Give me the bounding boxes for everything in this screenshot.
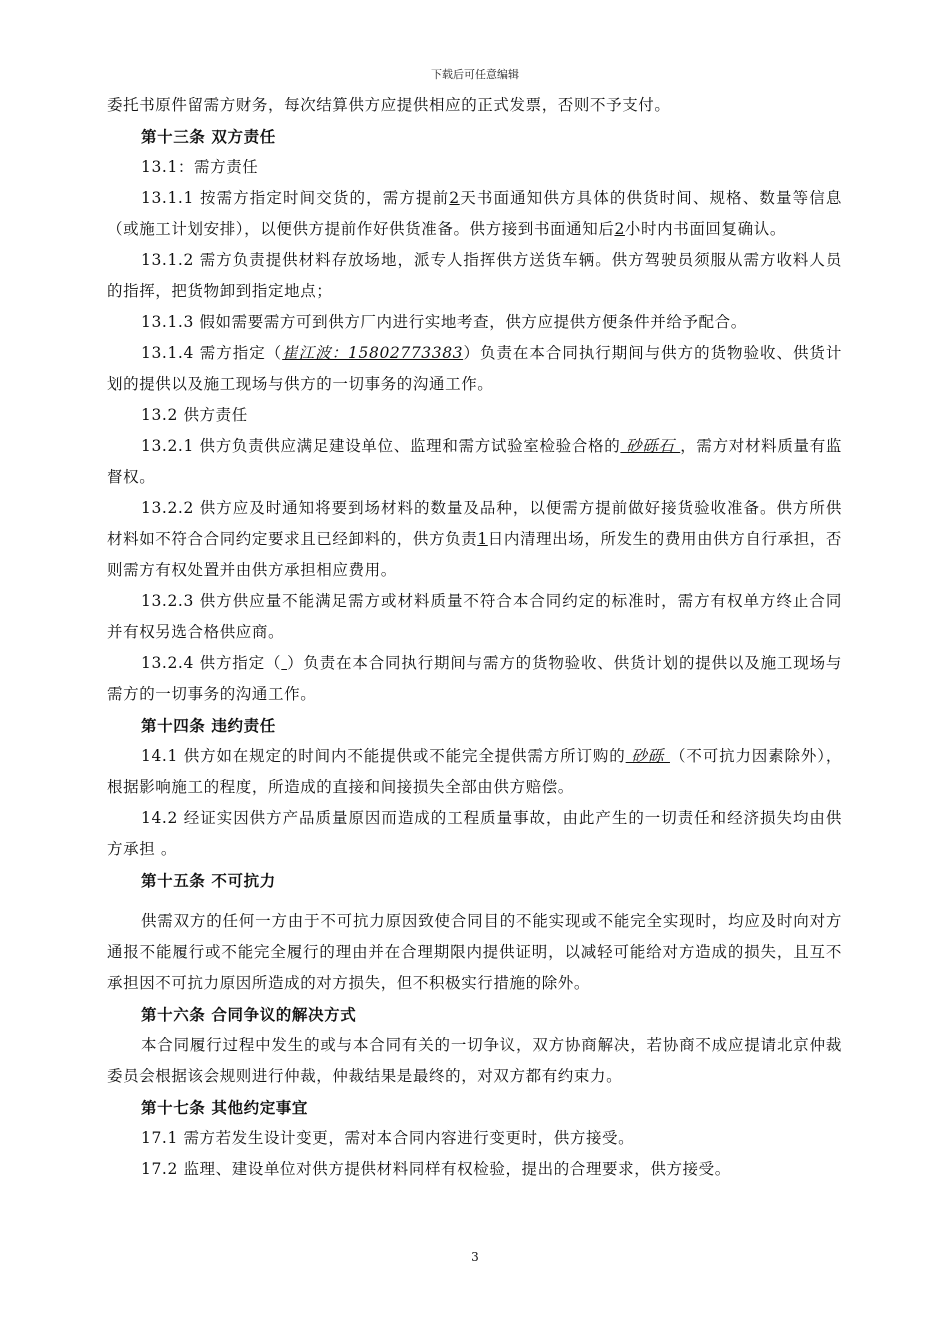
paragraph <box>107 493 842 586</box>
document-body <box>107 90 842 1185</box>
text-run: 第十五条 不可抗力 <box>141 871 276 890</box>
filled-blank: 1 <box>477 530 488 548</box>
filled-blank: 2 <box>614 220 625 238</box>
text-run: 13.2.3 供方供应量不能满足需方或材料质量不符合本合同约定的标准时，需方有权单方终止合同并有权另选合格供应商。 <box>107 592 842 641</box>
text-run: 13.2.2 供方应及时通知将要到场材料的数量及品种，以便需方提前做好接货验收准备。供方所供材料如不符合合同约定要求且已经卸料的，供方负责 <box>107 499 842 548</box>
text-run: 供需双方的任何一方由于不可抗力原因致使合同目的不能实现或不能完全实现时，均应及时向对方通报不能履行或不能完全履行的理由并在合理期限内提供证明，以减轻可能给对方造成的损失，且互不承担因不可抗力原因所造成的对方损失，但不积极实行措施的除外。 <box>107 912 842 992</box>
page-number: 3 <box>471 1250 479 1264</box>
paragraph <box>107 152 842 183</box>
section-heading <box>107 121 842 152</box>
text-run: ）负责在本合同执行期间与供方的货物验收、供货计划的提供以及施工现场与供方的一切事务的沟通工作。 <box>107 344 842 393</box>
paragraph <box>107 906 842 999</box>
text-run: 13.1.4 需方指定（ <box>141 344 283 362</box>
paragraph <box>107 338 842 400</box>
text-run: 13.1.3 假如需要需方可到供方厂内进行实地考查，供方应提供方便条件并给予配合。 <box>141 313 747 331</box>
paragraph <box>107 90 842 121</box>
text-run: 13.1.2 需方负责提供材料存放场地，派专人指挥供方送货车辆。供方驾驶员须服从需方收料人员的指挥，把货物卸到指定地点； <box>107 251 842 300</box>
paragraph <box>107 1030 842 1092</box>
text-run: 13.2 供方责任 <box>141 406 248 424</box>
text-run: 14.1 供方如在规定的时间内不能提供或不能完全提供需方所订购的 <box>141 747 626 765</box>
text-run: 13.2.1 供方负责供应满足建设单位、监理和需方试验室检验合格的 <box>141 437 621 455</box>
text-run: 第十四条 违约责任 <box>141 716 276 735</box>
paragraph <box>107 741 842 803</box>
paragraph <box>107 431 842 493</box>
text-run: 13.2.4 供方指定（ <box>141 654 282 672</box>
paragraph <box>107 586 842 648</box>
text-run: 第十三条 双方责任 <box>141 127 276 146</box>
text-run: 小时内书面回复确认。 <box>624 220 786 238</box>
paragraph <box>107 307 842 338</box>
page-header: 下载后可任意编辑 <box>431 68 519 81</box>
text-run: 委托书原件留需方财务，每次结算供方应提供相应的正式发票，否则不予支付。 <box>107 96 671 114</box>
filled-blank: 砂砾 <box>625 747 670 765</box>
filled-blank: 砂砾石 <box>620 437 681 455</box>
section-heading <box>107 999 842 1030</box>
paragraph <box>107 1123 842 1154</box>
paragraph <box>107 183 842 245</box>
paragraph <box>107 245 842 307</box>
text-run: ）负责在本合同执行期间与需方的货物验收、供货计划的提供以及施工现场与需方的一切事务的沟通工作。 <box>107 654 842 703</box>
text-run: 本合同履行过程中发生的或与本合同有关的一切争议，双方协商解决，若协商不成应提请北京仲裁委员会根据该会规则进行仲裁，仲裁结果是最终的，对双方都有约束力。 <box>107 1036 842 1085</box>
text-run: 日内清理出场，所发生的费用由供方自行承担，否则需方有权处置并由供方承担相应费用。 <box>107 530 842 579</box>
section-heading <box>107 710 842 741</box>
paragraph <box>107 803 842 865</box>
filled-blank: 崔江波：15802773383 <box>282 344 464 362</box>
section-heading <box>107 865 842 896</box>
paragraph-spacer <box>107 896 842 906</box>
filled-blank: 2 <box>449 189 460 207</box>
paragraph <box>107 400 842 431</box>
text-run: 天书面通知供方具体的供货时间、规格、数量等信息（或施工计划安排），以便供方提前作好供货准备。供方接到书面通知后 <box>107 189 842 238</box>
text-run: 第十六条 合同争议的解决方式 <box>141 1005 357 1024</box>
paragraph <box>107 1154 842 1185</box>
text-run: 13.1：需方责任 <box>141 158 259 176</box>
text-run: 17.2 监理、建设单位对供方提供材料同样有权检验，提出的合理要求，供方接受。 <box>141 1160 731 1178</box>
text-run: ，需方对材料质量有监督权。 <box>107 437 842 486</box>
paragraph <box>107 648 842 710</box>
text-run: 14.2 经证实因供方产品质量原因而造成的工程质量事故，由此产生的一切责任和经济损失均由供方承担 。 <box>107 809 842 858</box>
section-heading <box>107 1092 842 1123</box>
text-run: 17.1 需方若发生设计变更，需对本合同内容进行变更时，供方接受。 <box>141 1129 635 1147</box>
text-run: 第十七条 其他约定事宜 <box>141 1098 308 1117</box>
text-run: 13.1.1 按需方指定时间交货的，需方提前 <box>141 189 450 207</box>
text-run: （不可抗力因素除外），根据影响施工的程度，所造成的直接和间接损失全部由供方赔偿。 <box>107 747 842 796</box>
